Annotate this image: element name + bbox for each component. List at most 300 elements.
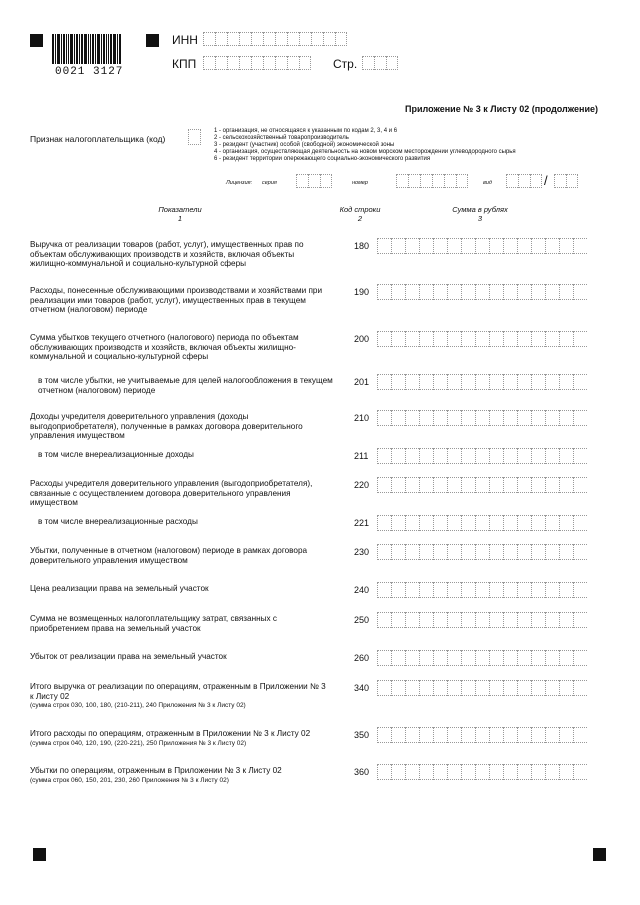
amount-cell[interactable] (489, 284, 503, 300)
row-code: 240 (354, 585, 370, 595)
row-label: Расходы учредителя доверительного управления (выгодоприобретателя), связанные с осуществлением договора доверительного управления имуществом (30, 479, 313, 508)
amount-cell[interactable] (573, 410, 587, 426)
amount-cell[interactable] (419, 515, 433, 531)
amount-cell[interactable] (475, 544, 489, 560)
amount-cell[interactable] (377, 515, 391, 531)
amount-cell[interactable] (531, 448, 545, 464)
amount-cell[interactable] (503, 331, 517, 347)
amount-cell[interactable] (503, 680, 517, 696)
amount-cell[interactable] (517, 448, 531, 464)
amount-cell[interactable] (447, 477, 461, 493)
row-code: 360 (354, 767, 370, 777)
amount-cell[interactable] (573, 582, 587, 598)
amount-cell[interactable] (573, 680, 587, 696)
amount-cell[interactable] (391, 727, 405, 743)
amount-cell[interactable] (503, 410, 517, 426)
amount-cell[interactable] (475, 650, 489, 666)
amount-cell[interactable] (489, 410, 503, 426)
amount-cell[interactable] (531, 764, 545, 780)
amount-cell[interactable] (573, 331, 587, 347)
row-sublabel: (сумма строк 030, 100, 180, (210-211), 240 Приложения № 3 к Листу 02) (30, 702, 246, 710)
amount-cell[interactable] (447, 448, 461, 464)
amount-cell[interactable] (559, 374, 573, 390)
row-amount-field[interactable] (377, 544, 587, 560)
amount-cell[interactable] (531, 650, 545, 666)
amount-cell[interactable] (391, 650, 405, 666)
amount-cell[interactable] (391, 238, 405, 254)
amount-cell[interactable] (377, 764, 391, 780)
row-code: 250 (354, 615, 370, 625)
amount-cell[interactable] (391, 680, 405, 696)
license-number-label: номер (352, 180, 368, 186)
amount-cell[interactable] (419, 727, 433, 743)
amount-cell[interactable] (419, 284, 433, 300)
amount-cell[interactable] (531, 612, 545, 628)
amount-cell[interactable] (391, 764, 405, 780)
amount-cell[interactable] (475, 284, 489, 300)
amount-cell[interactable] (545, 582, 559, 598)
amount-cell[interactable] (559, 582, 573, 598)
amount-cell[interactable] (377, 331, 391, 347)
amount-cell[interactable] (559, 477, 573, 493)
amount-cell[interactable] (461, 284, 475, 300)
amount-cell[interactable] (531, 680, 545, 696)
amount-cell[interactable] (559, 727, 573, 743)
amount-cell[interactable] (559, 448, 573, 464)
row-label: Расходы, понесенные обслуживающими производствами и хозяйствами при реализации ими товаров (работ, услуг), имущественных прав в текущем отчетном (налоговом) периоде (30, 286, 323, 315)
row-code: 211 (354, 451, 369, 461)
amount-cell[interactable] (475, 238, 489, 254)
amount-cell[interactable] (461, 727, 475, 743)
amount-cell[interactable] (475, 680, 489, 696)
row-code: 210 (354, 413, 370, 423)
amount-cell[interactable] (433, 374, 447, 390)
amount-cell[interactable] (475, 477, 489, 493)
column-header-sum-number: 3 (477, 214, 483, 223)
amount-cell[interactable] (517, 612, 531, 628)
amount-cell[interactable] (461, 680, 475, 696)
amount-cell[interactable] (475, 331, 489, 347)
amount-cell[interactable] (433, 515, 447, 531)
amount-cell[interactable] (545, 612, 559, 628)
amount-cell[interactable] (433, 612, 447, 628)
amount-cell[interactable] (447, 374, 461, 390)
amount-cell[interactable] (447, 764, 461, 780)
amount-cell[interactable] (517, 764, 531, 780)
amount-cell[interactable] (405, 544, 419, 560)
amount-cell[interactable] (391, 374, 405, 390)
license-series-field[interactable] (296, 174, 332, 188)
amount-cell[interactable] (433, 284, 447, 300)
amount-cell[interactable] (489, 650, 503, 666)
row-code: 230 (354, 547, 370, 557)
amount-cell[interactable] (545, 410, 559, 426)
amount-cell[interactable] (391, 544, 405, 560)
amount-cell[interactable] (559, 331, 573, 347)
amount-cell[interactable] (419, 477, 433, 493)
taxpayer-sign-option: 3 - резидент (участник) особой (свободной) экономической зоны (214, 142, 395, 148)
amount-cell[interactable] (489, 727, 503, 743)
amount-cell[interactable] (447, 410, 461, 426)
amount-cell[interactable] (517, 477, 531, 493)
registration-marker-bottom-left (33, 848, 46, 861)
amount-cell[interactable] (559, 284, 573, 300)
amount-cell[interactable] (517, 284, 531, 300)
amount-cell[interactable] (531, 477, 545, 493)
amount-cell[interactable] (517, 331, 531, 347)
amount-cell[interactable] (391, 331, 405, 347)
row-label: в том числе убытки, не учитываемые для целей налогообложения в текущем отчетном (налоговом) периоде (38, 376, 333, 395)
amount-cell[interactable] (419, 544, 433, 560)
amount-cell[interactable] (573, 612, 587, 628)
amount-cell[interactable] (517, 582, 531, 598)
column-header-line-code-label: Код строки (339, 205, 381, 214)
amount-cell[interactable] (377, 727, 391, 743)
row-code: 340 (354, 683, 370, 693)
amount-cell[interactable] (517, 374, 531, 390)
amount-cell[interactable] (503, 515, 517, 531)
amount-cell[interactable] (475, 515, 489, 531)
amount-cell[interactable] (405, 284, 419, 300)
amount-cell[interactable] (503, 477, 517, 493)
inn-field[interactable] (203, 32, 347, 46)
row-code: 350 (354, 730, 370, 740)
amount-cell[interactable] (531, 238, 545, 254)
amount-cell[interactable] (377, 612, 391, 628)
row-amount-field[interactable] (377, 448, 587, 464)
kpp-field[interactable] (203, 56, 311, 70)
license-type-field-2[interactable] (554, 174, 578, 188)
amount-cell[interactable] (545, 764, 559, 780)
amount-cell[interactable] (559, 410, 573, 426)
amount-cell[interactable] (377, 410, 391, 426)
amount-cell[interactable] (475, 410, 489, 426)
amount-cell[interactable] (545, 331, 559, 347)
license-type-label: вид (483, 180, 492, 186)
amount-cell[interactable] (489, 612, 503, 628)
license-series-label: серия (262, 180, 277, 186)
amount-cell[interactable] (489, 680, 503, 696)
amount-cell[interactable] (475, 612, 489, 628)
amount-cell[interactable] (405, 680, 419, 696)
column-header-indicators (140, 205, 220, 223)
amount-cell[interactable] (573, 727, 587, 743)
amount-cell[interactable] (489, 331, 503, 347)
amount-cell[interactable] (559, 238, 573, 254)
row-label: Цена реализации права на земельный участок (30, 584, 209, 593)
row-label: Выручка от реализации товаров (работ, услуг), имущественных прав по объектам обслуживающих производств и хозяйств, включая объекты жилищно-коммунальной и социально-культурной сферы (30, 240, 304, 269)
amount-cell[interactable] (489, 238, 503, 254)
column-header-sum-label: Сумма в рублях (452, 205, 508, 214)
amount-cell[interactable] (573, 515, 587, 531)
amount-cell[interactable] (419, 650, 433, 666)
amount-cell[interactable] (419, 612, 433, 628)
amount-cell[interactable] (405, 448, 419, 464)
amount-cell[interactable] (419, 448, 433, 464)
amount-cell[interactable] (475, 727, 489, 743)
row-amount-field[interactable] (377, 410, 587, 426)
amount-cell[interactable] (433, 331, 447, 347)
amount-cell[interactable] (503, 764, 517, 780)
amount-cell[interactable] (391, 582, 405, 598)
amount-cell[interactable] (517, 238, 531, 254)
amount-cell[interactable] (391, 284, 405, 300)
amount-cell[interactable] (461, 650, 475, 666)
amount-cell[interactable] (461, 764, 475, 780)
amount-cell[interactable] (405, 331, 419, 347)
row-label: Итого расходы по операциям, отраженным в Приложении № 3 к Листу 02 (сумма строк 040, 120, 190, (220-221), 250 Приложения № 3 к Листу 02) (30, 729, 330, 748)
amount-cell[interactable] (545, 515, 559, 531)
amount-cell[interactable] (545, 650, 559, 666)
row-label: Убыток от реализации права на земельный участок (30, 652, 227, 661)
taxpayer-sign-field[interactable] (188, 129, 201, 145)
amount-cell[interactable] (447, 650, 461, 666)
amount-cell[interactable] (503, 612, 517, 628)
amount-cell[interactable] (475, 448, 489, 464)
row-label: Доходы учредителя доверительного управления (доходы выгодоприобретателя), полученные в рамках договора доверительного управления имуществом (30, 412, 303, 441)
row-code: 190 (354, 287, 370, 297)
amount-cell[interactable] (377, 238, 391, 254)
amount-cell[interactable] (503, 650, 517, 666)
amount-cell[interactable] (419, 582, 433, 598)
row-amount-field[interactable] (377, 284, 587, 300)
amount-cell[interactable] (475, 764, 489, 780)
row-code: 220 (354, 480, 370, 490)
amount-cell[interactable] (405, 727, 419, 743)
column-header-line-code (325, 205, 395, 223)
amount-cell[interactable] (405, 374, 419, 390)
amount-cell[interactable] (531, 727, 545, 743)
amount-cell[interactable] (517, 544, 531, 560)
amount-cell[interactable] (377, 374, 391, 390)
amount-cell[interactable] (447, 680, 461, 696)
amount-cell[interactable] (531, 582, 545, 598)
amount-cell[interactable] (433, 764, 447, 780)
amount-cell[interactable] (461, 374, 475, 390)
amount-cell[interactable] (545, 680, 559, 696)
form-title: Приложение № 3 к Листу 02 (продолжение) (405, 104, 599, 114)
amount-cell[interactable] (391, 477, 405, 493)
amount-cell[interactable] (503, 727, 517, 743)
amount-cell[interactable] (461, 448, 475, 464)
amount-cell[interactable] (433, 544, 447, 560)
amount-cell[interactable] (419, 764, 433, 780)
amount-cell[interactable] (377, 582, 391, 598)
amount-cell[interactable] (391, 515, 405, 531)
amount-cell[interactable] (517, 727, 531, 743)
amount-cell[interactable] (391, 410, 405, 426)
row-amount-field[interactable] (377, 764, 587, 780)
amount-cell[interactable] (545, 284, 559, 300)
row-amount-field[interactable] (377, 477, 587, 493)
amount-cell[interactable] (503, 582, 517, 598)
taxpayer-sign-options (214, 128, 516, 163)
taxpayer-sign-label: Признак налогоплательщика (код) (30, 134, 166, 144)
barcode (52, 34, 122, 64)
amount-cell[interactable] (531, 331, 545, 347)
amount-cell[interactable] (545, 374, 559, 390)
row-amount-field[interactable] (377, 582, 587, 598)
amount-cell[interactable] (391, 448, 405, 464)
amount-cell[interactable] (433, 582, 447, 598)
amount-cell[interactable] (461, 410, 475, 426)
amount-cell[interactable] (405, 582, 419, 598)
amount-cell[interactable] (573, 284, 587, 300)
amount-cell[interactable] (545, 477, 559, 493)
amount-cell[interactable] (475, 582, 489, 598)
amount-cell[interactable] (545, 448, 559, 464)
amount-cell[interactable] (517, 650, 531, 666)
amount-cell[interactable] (419, 374, 433, 390)
amount-cell[interactable] (419, 680, 433, 696)
taxpayer-sign-option: 4 - организация, осуществляющая деятельность на новом морском месторождении углеводородного сырья (214, 149, 516, 155)
amount-cell[interactable] (531, 374, 545, 390)
inn-label: ИНН (172, 33, 198, 47)
amount-cell[interactable] (419, 238, 433, 254)
amount-cell[interactable] (447, 582, 461, 598)
row-label: Убытки по операциям, отраженным в Приложении № 3 к Листу 02 (сумма строк 060, 150, 201, 230, 260 Приложения № 3 к Листу 02) (30, 766, 330, 785)
amount-cell[interactable] (391, 612, 405, 628)
amount-cell[interactable] (517, 515, 531, 531)
row-amount-field[interactable] (377, 612, 587, 628)
amount-cell[interactable] (573, 764, 587, 780)
amount-cell[interactable] (573, 650, 587, 666)
amount-cell[interactable] (405, 612, 419, 628)
amount-cell[interactable] (503, 544, 517, 560)
amount-cell[interactable] (405, 410, 419, 426)
amount-cell[interactable] (461, 331, 475, 347)
amount-cell[interactable] (433, 410, 447, 426)
license-label: Лицензия: (226, 180, 253, 186)
row-label: в том числе внереализационные доходы (38, 450, 194, 459)
amount-cell[interactable] (447, 544, 461, 560)
amount-cell[interactable] (447, 727, 461, 743)
amount-cell[interactable] (377, 544, 391, 560)
amount-cell[interactable] (559, 650, 573, 666)
row-sublabel: (сумма строк 040, 120, 190, (220-221), 250 Приложения № 3 к Листу 02) (30, 739, 247, 747)
row-amount-field[interactable] (377, 374, 587, 390)
amount-cell[interactable] (503, 374, 517, 390)
amount-cell[interactable] (531, 410, 545, 426)
row-code: 201 (354, 377, 370, 387)
row-amount-field[interactable] (377, 650, 587, 666)
amount-cell[interactable] (489, 448, 503, 464)
license-number-field[interactable] (396, 174, 468, 188)
amount-cell[interactable] (447, 238, 461, 254)
amount-cell[interactable] (559, 764, 573, 780)
amount-cell[interactable] (517, 410, 531, 426)
registration-marker-top-left (30, 34, 43, 47)
amount-cell[interactable] (545, 727, 559, 743)
row-label: Итого выручка от реализации по операциям, отраженным в Приложении № 3 к Листу 02 (сумма строк 030, 100, 180, (210-211), 240 Приложения № 3 к Листу 02) (30, 682, 330, 711)
row-amount-field[interactable] (377, 515, 587, 531)
page-number-field[interactable] (362, 56, 398, 70)
amount-cell[interactable] (405, 515, 419, 531)
amount-cell[interactable] (573, 477, 587, 493)
amount-cell[interactable] (573, 448, 587, 464)
amount-cell[interactable] (461, 238, 475, 254)
amount-cell[interactable] (419, 410, 433, 426)
amount-cell[interactable] (461, 582, 475, 598)
amount-cell[interactable] (377, 284, 391, 300)
amount-cell[interactable] (377, 650, 391, 666)
amount-cell[interactable] (489, 544, 503, 560)
amount-cell[interactable] (447, 612, 461, 628)
amount-cell[interactable] (489, 374, 503, 390)
row-amount-field[interactable] (377, 331, 587, 347)
amount-cell[interactable] (405, 764, 419, 780)
amount-cell[interactable] (377, 448, 391, 464)
amount-cell[interactable] (531, 544, 545, 560)
amount-cell[interactable] (461, 544, 475, 560)
amount-cell[interactable] (503, 238, 517, 254)
amount-cell[interactable] (447, 515, 461, 531)
amount-cell[interactable] (489, 764, 503, 780)
registration-marker-top-right (146, 34, 159, 47)
amount-cell[interactable] (531, 515, 545, 531)
kpp-label: КПП (172, 57, 197, 71)
row-code: 200 (354, 334, 370, 344)
amount-cell[interactable] (489, 477, 503, 493)
amount-cell[interactable] (489, 515, 503, 531)
amount-cell[interactable] (419, 331, 433, 347)
amount-cell[interactable] (489, 582, 503, 598)
row-label: в том числе внереализационные расходы (38, 517, 198, 526)
amount-cell[interactable] (405, 650, 419, 666)
amount-cell[interactable] (475, 374, 489, 390)
amount-cell[interactable] (559, 680, 573, 696)
amount-cell[interactable] (531, 284, 545, 300)
amount-cell[interactable] (517, 680, 531, 696)
amount-cell[interactable] (433, 727, 447, 743)
amount-cell[interactable] (559, 544, 573, 560)
row-amount-field[interactable] (377, 727, 587, 743)
amount-cell[interactable] (433, 650, 447, 666)
amount-cell[interactable] (461, 515, 475, 531)
amount-cell[interactable] (573, 544, 587, 560)
amount-cell[interactable] (461, 477, 475, 493)
amount-cell[interactable] (503, 284, 517, 300)
amount-cell[interactable] (433, 238, 447, 254)
amount-cell[interactable] (377, 477, 391, 493)
column-header-sum (440, 205, 520, 223)
license-type-field-1[interactable] (506, 174, 542, 188)
amount-cell[interactable] (405, 238, 419, 254)
amount-cell[interactable] (433, 477, 447, 493)
column-header-line-code-number: 2 (357, 214, 363, 223)
amount-cell[interactable] (405, 477, 419, 493)
amount-cell[interactable] (503, 448, 517, 464)
amount-cell[interactable] (573, 238, 587, 254)
amount-cell[interactable] (447, 284, 461, 300)
row-code: 221 (354, 518, 370, 528)
amount-cell[interactable] (545, 238, 559, 254)
amount-cell[interactable] (433, 448, 447, 464)
amount-cell[interactable] (461, 612, 475, 628)
column-header-indicators-number: 1 (177, 214, 183, 223)
row-amount-field[interactable] (377, 680, 587, 696)
amount-cell[interactable] (433, 680, 447, 696)
amount-cell[interactable] (377, 680, 391, 696)
row-amount-field[interactable] (377, 238, 587, 254)
taxpayer-sign-option: 2 - сельскохозяйственный товаропроизводитель (214, 135, 349, 141)
license-type-separator: / (544, 173, 548, 188)
amount-cell[interactable] (447, 331, 461, 347)
amount-cell[interactable] (545, 544, 559, 560)
amount-cell[interactable] (559, 515, 573, 531)
amount-cell[interactable] (573, 374, 587, 390)
amount-cell[interactable] (559, 612, 573, 628)
